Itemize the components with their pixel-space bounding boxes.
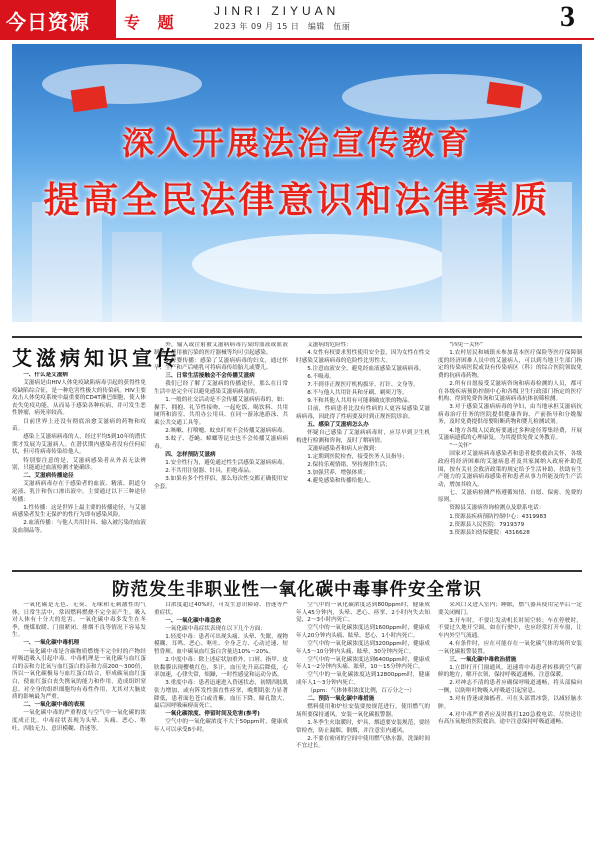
paragraph: 1.资源县疾病预防控制中心：4319983 [449,513,547,520]
paragraph: 1.性传播：这是世界上最主要的传播途径，与艾滋病感染者发生无保护的性行为即有感染风险。 [12,504,146,519]
paragraph: 3.蚊子、苍蝇、蟑螂等昆虫也不会传播艾滋病病毒。 [154,436,288,450]
co-column-3 [296,602,430,862]
dateline: 2023 年 09 月 15 日 编辑 伍丽 [214,22,351,31]
paragraph: 3.开车时，不要让发动机长时间空转；车在停驶时，不要过久地开空调，如在行驶中，也应经常打开车窗，让车内外空气流通。 [438,617,582,639]
section-subheading: 二、预防一氧化碳中毒措施 [307,696,375,703]
column-name: 专 题 [124,13,180,32]
aids-article [12,336,582,562]
paragraph: 2.不共用注射器、针具，拒绝毒品。 [165,468,255,474]
paragraph: 一氧化碳中毒是含碳物质燃烧不完全时的产物经呼吸道吸入引起中毒。中毒机理是一氧化碳与血红蛋白的亲和力比氧与血红蛋白的亲和力高200～300倍，所以一氧化碳极易与血红蛋白结合，形成碳氧血红蛋白，使血红蛋白丧失携氧的能力和作用，造成组织窒息。对全身的组织细胞均有毒性作用，尤其对大脑皮质的影响最为严重。 [12,648,146,701]
paragraph: 1.冬季生火取暖时，炉具、烟道要安装规范，要经常检查，防止漏烟、倒烟，并注意室内通风。 [296,719,430,734]
paragraph: 2.对神志不清的患者应确保呼吸道通畅，将头部偏向一侧，以防呕吐物吸入呼吸道引起窒息。 [438,680,582,695]
masthead-rule [0,38,594,40]
logo-text: 今日资源 [6,10,90,34]
paragraph: 4.对中毒严重者应及时拨打120急救电话，尽快送往有高压氧舱的医院救治，途中注意保持呼吸道通畅。 [438,711,582,726]
paragraph: 空气中的一氧化碳浓度不大于50ppm时，健康成年人可以承受8小时。 [154,719,288,733]
paragraph: 艾滋病感染者和病人应做到： [307,445,380,452]
section-subheading: 三、一氧化碳中毒救治措施 [449,656,517,663]
paragraph: 怀疑自己感染了艾滋病病毒时，应尽早到卫生机构进行检测和咨询，及时了解病情。 [296,430,430,444]
co-column-2 [154,602,288,862]
paragraph: 1.定期到医院检查，接受医务人员指导； [307,453,408,460]
paragraph: 2.不要在密闭的空间中使用燃气热水器，洗澡时间不宜过长。 [296,735,430,750]
paragraph: 1.立即打开门窗通风，迅速将中毒患者转移到空气新鲜的地方，解开衣领，保持呼吸道通畅，注意保暖。 [438,664,582,679]
paragraph: 3.重度中毒：患者迅速进入昏迷状态，初期四肢肌张力增加，或有阵发性强直性痉挛，晚期肌张力显著降低，患者面色苍白或青紫，血压下降，瞳孔散大，最后因呼吸麻痹而死亡。 [154,680,288,710]
section-subheading: 五、感染了艾滋病怎么办 [307,421,369,428]
paragraph: 3.母婴传播：感染了艾滋病病毒的妇女，通过怀孕、生产和产后哺乳可将病毒传给胎儿或婴儿。 [154,357,288,372]
paragraph: 艾滋病病毒存在于感染者的血液、精液、阴道分泌液、乳汁和伤口渗出液中，主要通过以下三种途径传播： [12,481,146,503]
paragraph: 目前世界上还没有彻底治愈艾滋病的药物和疫苗。 [12,418,146,433]
paragraph: 3.资源县妇幼保健院：4316628 [449,529,530,536]
paragraph: 3.加强营养，增强体质； [307,470,369,476]
co-title: 防范发生非职业性一氧化碳中毒事件安全常识 [112,580,482,600]
paragraph: （ppm：气体体积浓度比例，百万分之一） [307,688,415,695]
paragraph: 空气中的一氧化碳浓度达到1600ppm时，健康成年人20分钟内头痛、眩晕、恶心，1小时内死亡。 [296,625,430,639]
section-subheading: 三、日常生活接触会不会传播艾滋病 [165,373,255,380]
cloud-shape [42,64,202,104]
paragraph: 燃料使用和炉灶安装要按规范进行，使用燃气的场所要保持通风，安装一氧化碳报警器。 [296,704,430,718]
aids-column-1 [12,372,146,560]
aids-column-4 [438,342,582,560]
section-subheading: 一、一氧化碳中毒急救 [165,617,222,624]
paragraph: 2.血液传播：与他人共用针具、输入被污染的血液及血制品等。 [12,520,146,534]
paragraph: 特别要注意的是，艾滋病感染者从外表无法辨别，只能通过血液检测才能确诊。 [12,457,146,472]
paragraph: 5.注意血液安全，避免经血液感染艾滋病病毒。 [307,365,425,372]
banner-image [12,44,582,322]
paragraph: 一氧化碳中毒症状表现在以下几个方面： [165,625,266,632]
paragraph: 2.咳嗽、打喷嚏、蚊虫叮咬不会传播艾滋病病毒。 [165,428,288,435]
paragraph: 3.对于感染艾滋病病毒的孕妇，由当地承担艾滋病抗病毒治疗任务的医院提供健康咨询、产前指导和分娩服务，及时免费提供母婴阻断药物和婴儿检测试剂。 [438,404,582,426]
paragraph: 4.地方各级人民政府要通过多种途径筹集经费，开展艾滋病遗孤的心理康复，为其提供免费义务教育。 [438,427,582,442]
masthead [0,0,594,40]
paragraph: 外，输入或注射被艾滋病病毒污染的血液或血液制品，使用被污染的医疗器械等均可引起感染。 [154,342,288,356]
paragraph: 采风口又进入室内；睡眠，燃气器具使用完毕后一定要关闭阀门。 [438,602,582,616]
paragraph: 4.有条件时，应在可能存在一氧化碳气体的场所安装一氧化碳报警装置。 [438,640,582,655]
paragraph: 2.保持乐观情绪，坚持规律生活； [307,461,391,468]
cloud-shape [192,234,452,294]
paragraph: 2.资源县人民医院：7919379 [449,521,525,528]
co-column-4 [438,602,582,862]
paragraph: 空气中的一氧化碳浓度达到6400ppm时，健康成年人1～2分钟内头痛、眩晕，10～15分钟内死亡。 [296,656,430,671]
aids-column-3 [296,342,430,560]
section-subheading: 一氧化碳浓度、停留时间及危害(参考) [165,711,260,718]
paragraph: 8.不与他人共用针具和牙刷、剃须刀等。 [307,390,408,397]
paragraph: 一氧化碳中毒的严重程度与空气中一氧化碳的浓度成正比。中毒症状表现为头晕、头痛、恶心、呕吐、四肢无力、意识模糊、昏迷等。 [12,710,146,732]
section-subheading: 一、什么是艾滋病 [23,372,68,378]
section-subheading: 一、一氧化碳中毒机理 [23,640,80,647]
flag-icon [71,86,108,113]
paragraph: 1.安全性行为，避免通过性生活感染艾滋病病毒。 [165,459,288,466]
co-column-1 [12,602,146,862]
paragraph: 2.所有自愿接受艾滋病咨询和病毒检测的人员，都可在各级疾病预防控制中心和各级卫生行政部门指定的医疗机构，得到免费咨询和艾滋病病毒抗体初筛检测。 [438,380,582,403]
paragraph: 3.对有昏迷或抽搐者，可在头部置冰袋，以减轻脑水肿。 [438,696,582,710]
paragraph: 7.不到非正规医疗机构拔牙、打针、文身等。 [307,381,419,388]
paragraph: 1.一般的社交活动是不会传播艾滋病病毒的，如：握手、拥抱、礼节性接吻、一起吃饭、喝饮料、共用厕所和浴室、共用办公用具、在同一游泳池游泳、共乘公共交通工具等。 [154,397,288,426]
paragraph: 空气中的一氧化碳浓度达到800ppm时，健康成年人45分钟内，头晕、恶心、痉挛，2小时内失去知觉，2～3小时内死亡。 [296,602,430,624]
paragraph: 1.轻度中毒：患者可出现头痛、头晕、失眠、视物模糊、耳鸣、恶心、呕吐、全身乏力、心动过速、短暂昏厥。血中碳氧血红蛋白含量达10%～20%。 [154,633,288,656]
building-shape [442,212,502,322]
paragraph: 1.农村居民和城镇未参加基本医疗保险等医疗保障制度的经济困难人员中的艾滋病人，可以到当地卫生部门指定的传染病医院或设有传染病区（科）的综合医院领取免费的抗病毒药物。 [438,350,582,379]
paragraph: 一氧化碳是无色、无臭、无味和无刺激性的气体，日常生活中，常因燃料燃烧不完全而产生。吸入对人体有十分大的危害。一氧化碳中毒多发生在冬季，烧煤取暖、门窗紧闭、排烟不良等情况下容易发生。 [12,602,146,639]
banner-headline-line2: 提高全民法律意识和法律素质 [43,179,551,221]
page-number: 3 [560,0,575,33]
co-article [12,570,582,862]
paragraph: “四免一关怀” [449,342,483,348]
paragraph: 空气中的一氧化碳浓度达到12800ppm时，健康成年人1～3分钟内死亡。 [296,672,430,686]
paragraph: 2.中度中毒：除上述症状加重外，口唇、指甲、皮肤黏膜出现樱桃红色，多汗，血压先升高后降低，心率加速，心律失常，烦躁，一时性感觉和运动分离。 [154,657,288,679]
paragraph: 感染上艾滋病病毒的人，经过平均5到10年的潜伏期才发展为艾滋病人。在潜伏期内感染者没有任何症状，但可将病毒传染给他人。 [12,434,146,456]
flag-icon [487,82,524,109]
paragraph: 目前，性病患者比没有性病的人更容易感染艾滋病病毒，因此得了性病要及时到正规医院诊治。 [296,406,430,420]
banner-headline-line1: 深入开展法治宣传教育 [121,124,472,162]
paragraph: 3.如果有多个性伴侣，那么每次性交都正确使用安全套。 [154,476,288,490]
paragraph: 6.不吸毒。 [307,373,335,380]
masthead-pinyin: JINRI ZIYUAN [214,4,340,18]
paragraph: 4.避免感染和传播给他人。 [307,478,375,485]
building-shape [112,232,162,322]
paragraph: 国家对艾滋病病毒感染者和患者提供救治关怀，各级政府将经济困难的艾滋病患者及其家属纳入政府补助范围，按有关社会救济政策的规定给予生活补助，扶助有生产能力的艾滋病病毒感染者和患者从事力所能及的生产活动，增加其收入。 [438,451,582,488]
paragraph: 9.不和其他人共用有可能刺破皮肤的物品。 [307,398,414,405]
paragraph: 白浓度超过40%时，可发生意识障碍、昏迷等严重症状。 [154,602,288,616]
paragraph: 4.女性有权要求男性使用安全套，因为女性在性交时感染艾滋病病毒的危险性比男性大。 [296,350,430,364]
aids-title: 艾滋病知识宣传 [12,346,180,370]
paragraph: 我们已经了解了艾滋病的传播途径，那么在日常生活中是完全可以避免感染艾滋病病毒的。 [154,381,288,396]
paragraph: 艾滋病是由HIV人体免疫缺陷病毒引起的获得性免疫缺陷综合征，是一种危害性极大的传染病。HIV主要攻击人体免疫系统中最重要的CD4T淋巴细胞，使人体丧失免疫功能，从而易于感染各种疾病，并可发生恶性肿瘤，病死率较高。 [12,380,146,417]
aids-column-2 [154,342,288,560]
paragraph: 资源县艾滋病咨询检测点及联系电话： [449,505,545,512]
paragraph: “一关怀” [449,443,472,450]
section-subheading: 二、一氧化碳中毒的表现 [23,702,85,709]
section-subheading: 四、怎样预防艾滋病 [165,451,216,458]
paragraph: 空气中的一氧化碳浓度达到3200ppm时，健康成年人5～10分钟内头痛、眩晕，30分钟内死亡。 [296,640,430,655]
paragraph: 艾滋病的危险性： [307,342,352,348]
section-subheading: 二、艾滋病传播途径 [23,473,74,480]
paragraph: 七、艾滋病检测严格遵循知情、自愿、保密、免费的原则。 [438,489,582,504]
newspaper-logo [0,0,116,40]
